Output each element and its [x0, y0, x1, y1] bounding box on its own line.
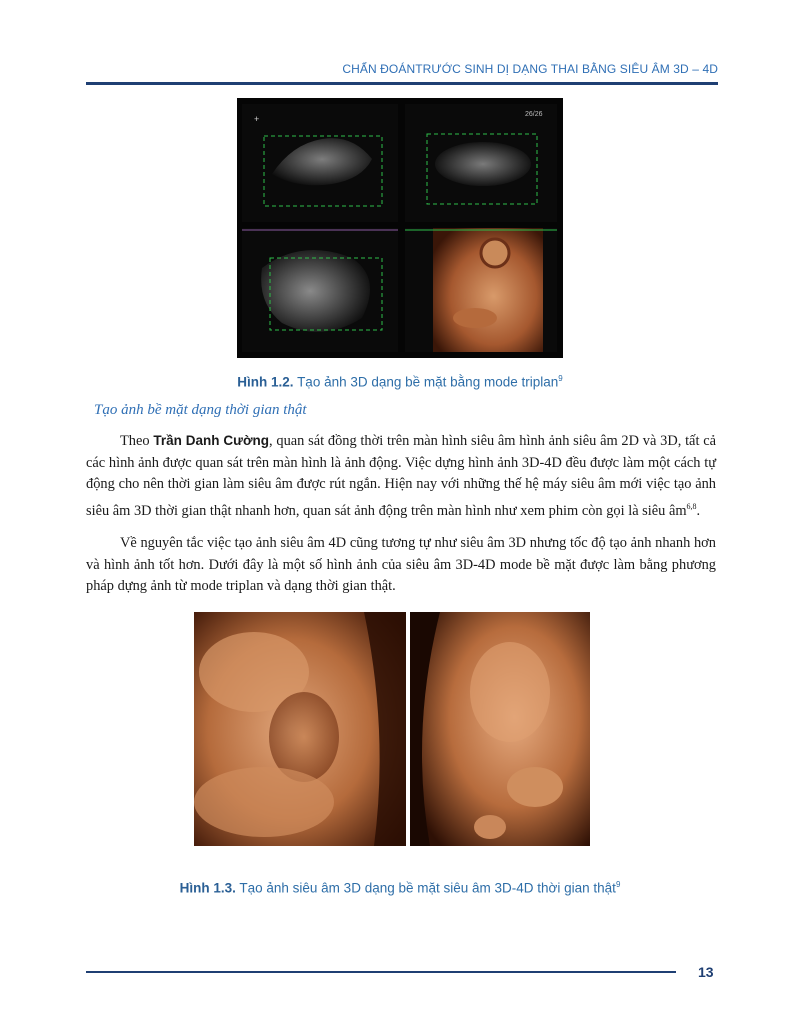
section-heading: Tạo ảnh bề mặt dạng thời gian thật [94, 402, 307, 418]
figure-1-3-image-right [410, 612, 590, 846]
svg-text:+: + [254, 114, 260, 124]
paragraph-1-body: , quan sát đồng thời trên màn hình siêu âm hình ảnh siêu âm 2D và 3D, tất cả các hình ảnh được quan sát trên màn hình là ảnh động. Việc dựng hình ảnh 3D-4D đều được làm một cách tự động cho nên thời gian làm siêu âm được rút ngắn. Hiện nay với những thế hệ máy siêu âm mới việc tạo ảnh siêu âm 3D thời gian thật nhanh hơn, quan sát ảnh động trên màn hình như xem phim còn gọi là siêu âm [86, 433, 716, 519]
ultrasound-pane-c [242, 228, 398, 352]
running-header: CHẨN ĐOÁNTRƯỚC SINH DỊ DẠNG THAI BẰNG SIÊU ÂM 3D – 4D [342, 62, 718, 76]
figure-1-2-text: Tạo ảnh 3D dạng bề mặt bằng mode triplan [297, 374, 559, 390]
figure-1-3-text: Tạo ảnh siêu âm 3D dạng bề mặt siêu âm 3D-4D thời gian thật [239, 880, 616, 896]
figure-1-3-label: Hình 1.3. [179, 880, 236, 896]
paragraph-2-body: Về nguyên tắc việc tạo ảnh siêu âm 4D cũng tương tự như siêu âm 3D nhưng tốc độ tạo ảnh nhanh hơn và hình ảnh tốt hơn. Dưới đây là một số hình ảnh của siêu âm 3D-4D mode bề mặt được làm bằng phương pháp dựng ảnh từ mode triplan và dạng thời gian thật. [86, 535, 716, 594]
figure-1-2-ref: 9 [558, 374, 563, 383]
footer-divider [86, 971, 676, 973]
paragraph-1-author: Trần Danh Cường [153, 433, 270, 448]
figure-1-3-ref: 9 [615, 880, 621, 889]
paragraph-2 [86, 533, 716, 598]
paragraph-1-prefix: Theo [120, 433, 154, 449]
paragraph-1-ref: 6,8 [686, 501, 697, 511]
page-number: 13 [698, 964, 714, 980]
rendered-3d-face-pane [405, 228, 557, 352]
figure-1-2-label: Hình 1.2. [237, 374, 294, 390]
figure-1-3-caption [0, 880, 800, 896]
frame-counter: 26/26 [525, 111, 543, 118]
paragraph-1-end: . [696, 502, 701, 519]
header-divider [86, 82, 718, 85]
figure-1-2-caption [0, 374, 800, 390]
figure-1-2-triplan-image [237, 98, 563, 358]
ultrasound-pane-b [405, 104, 557, 222]
figure-1-3-image-left [194, 612, 406, 846]
ultrasound-pane-a [242, 104, 398, 222]
paragraph-1 [86, 430, 716, 522]
